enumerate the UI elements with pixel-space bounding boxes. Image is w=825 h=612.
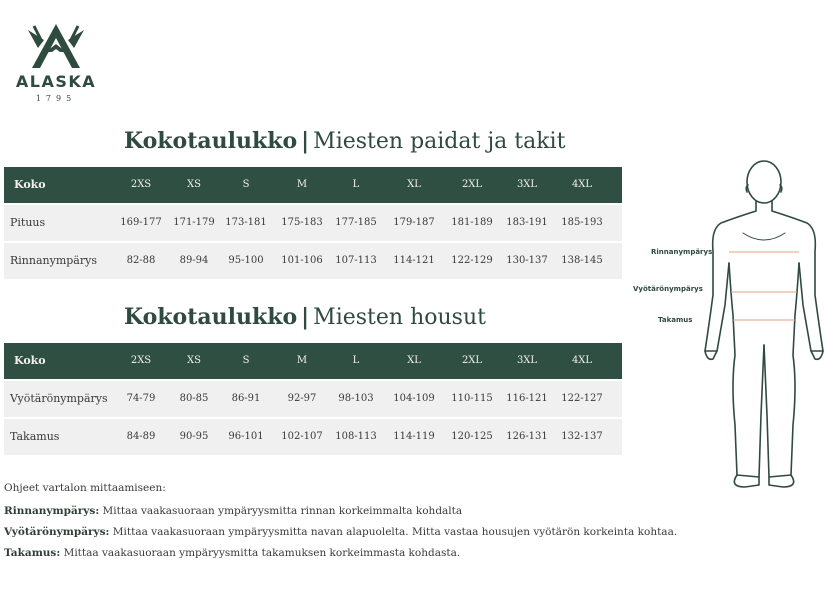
table-cell: 96-101 xyxy=(228,431,264,442)
table-cell: 110-115 xyxy=(451,393,493,404)
pants-title xyxy=(124,304,486,330)
table-row xyxy=(4,381,622,417)
waist-label: Vyötärönympärys xyxy=(633,285,703,293)
row-label: Takamus xyxy=(10,430,60,443)
table-cell: 114-119 xyxy=(393,431,435,442)
instruction-chest xyxy=(4,505,677,517)
header-cell-size: M xyxy=(296,355,308,366)
brand-name: ALASKA xyxy=(15,72,97,91)
table-cell: 126-131 xyxy=(506,431,548,442)
table-cell: 132-137 xyxy=(561,431,603,442)
table-cell: 82-88 xyxy=(126,255,156,266)
header-cell-size: L xyxy=(352,179,360,190)
header-cell-size: 2XL xyxy=(461,179,483,190)
pants-size-table xyxy=(4,343,622,455)
table-cell: 173-181 xyxy=(225,217,267,228)
header-cell-size: 2XS xyxy=(130,179,152,190)
table-cell: 169-177 xyxy=(120,217,162,228)
table-cell: 80-85 xyxy=(179,393,209,404)
shirts-title-bold: Kokotaulukko xyxy=(124,128,298,154)
header-cell-size: 3XL xyxy=(516,355,538,366)
row-label: Pituus xyxy=(10,216,46,229)
pants-title-rest: Miesten housut xyxy=(313,305,486,330)
header-cell-size: 4XL xyxy=(571,355,593,366)
header-cell-size: L xyxy=(352,355,360,366)
table-cell: 122-127 xyxy=(561,393,603,404)
pants-title-bold: Kokotaulukko xyxy=(124,304,298,330)
table-cell: 116-121 xyxy=(506,393,548,404)
table-cell: 114-121 xyxy=(393,255,435,266)
table-row xyxy=(4,243,622,279)
table-cell: 107-113 xyxy=(335,255,377,266)
table-cell: 130-137 xyxy=(506,255,548,266)
header-cell-size: XL xyxy=(407,355,421,366)
header-cell-size: XS xyxy=(187,179,201,190)
instruction-term: Vyötärönympärys: xyxy=(4,526,110,538)
table-cell: 181-189 xyxy=(451,217,493,228)
instruction-waist xyxy=(4,526,677,538)
table-cell: 183-191 xyxy=(506,217,548,228)
header-cell-size: 2XL xyxy=(461,355,483,366)
table-header-row xyxy=(4,167,622,203)
header-cell-size: XS xyxy=(187,355,201,366)
table-cell: 89-94 xyxy=(179,255,209,266)
table-cell: 101-106 xyxy=(281,255,323,266)
table-cell: 84-89 xyxy=(126,431,156,442)
table-cell: 108-113 xyxy=(335,431,377,442)
seat-label: Takamus xyxy=(658,316,693,324)
table-cell: 95-100 xyxy=(228,255,264,266)
table-header-row xyxy=(4,343,622,379)
table-row xyxy=(4,419,622,455)
table-cell: 98-103 xyxy=(338,393,374,404)
table-cell: 185-193 xyxy=(561,217,603,228)
header-cell-size: 2XS xyxy=(130,355,152,366)
instruction-text: Mittaa vaakasuoraan ympäryysmitta navan alapuolelta. Mitta vastaa housujen vyötärön korkeinta kohtaa. xyxy=(109,526,678,538)
table-cell: 177-185 xyxy=(335,217,377,228)
antler-logo-icon xyxy=(24,22,88,70)
instruction-text: Mittaa vaakasuoraan ympäryysmitta takamuksen korkeimmasta kohdasta. xyxy=(60,547,461,559)
row-label: Rinnanympärys xyxy=(10,254,97,267)
table-cell: 138-145 xyxy=(561,255,603,266)
header-cell-size: 3XL xyxy=(516,179,538,190)
measurement-instructions xyxy=(4,482,677,568)
table-cell: 92-97 xyxy=(287,393,317,404)
table-cell: 74-79 xyxy=(126,393,156,404)
brand-logo xyxy=(10,22,102,106)
header-cell-size: M xyxy=(296,179,308,190)
instruction-text: Mittaa vaakasuoraan ympäryysmitta rinnan korkeimmalta kohdalta xyxy=(99,505,463,517)
pants-title-separator: | xyxy=(301,304,310,330)
header-cell-size: 4XL xyxy=(571,179,593,190)
row-label: Vyötärönympärys xyxy=(10,392,108,405)
header-cell-koko: Koko xyxy=(14,354,46,367)
header-cell-size: S xyxy=(242,355,250,366)
shirts-title-rest: Miesten paidat ja takit xyxy=(313,129,566,154)
table-cell: 179-187 xyxy=(393,217,435,228)
table-cell: 175-183 xyxy=(281,217,323,228)
table-cell: 102-107 xyxy=(281,431,323,442)
table-cell: 122-129 xyxy=(451,255,493,266)
table-cell: 104-109 xyxy=(393,393,435,404)
instruction-seat xyxy=(4,547,677,559)
table-row xyxy=(4,205,622,241)
table-cell: 90-95 xyxy=(179,431,209,442)
instructions-intro: Ohjeet vartalon mittaamiseen: xyxy=(4,482,166,494)
chest-label: Rinnanympärys xyxy=(651,248,713,256)
instruction-term: Takamus: xyxy=(4,547,61,559)
shirts-size-table xyxy=(4,167,622,279)
table-cell: 120-125 xyxy=(451,431,493,442)
instruction-term: Rinnanympärys: xyxy=(4,505,100,517)
header-cell-koko: Koko xyxy=(14,178,46,191)
body-measurement-figure xyxy=(625,155,825,495)
header-cell-size: S xyxy=(242,179,250,190)
header-cell-size: XL xyxy=(407,179,421,190)
table-cell: 171-179 xyxy=(173,217,215,228)
shirts-title-separator: | xyxy=(301,128,310,154)
shirts-title xyxy=(124,128,565,154)
table-cell: 86-91 xyxy=(231,393,261,404)
brand-year: 1795 xyxy=(35,94,77,103)
body-outline-icon xyxy=(625,155,825,495)
